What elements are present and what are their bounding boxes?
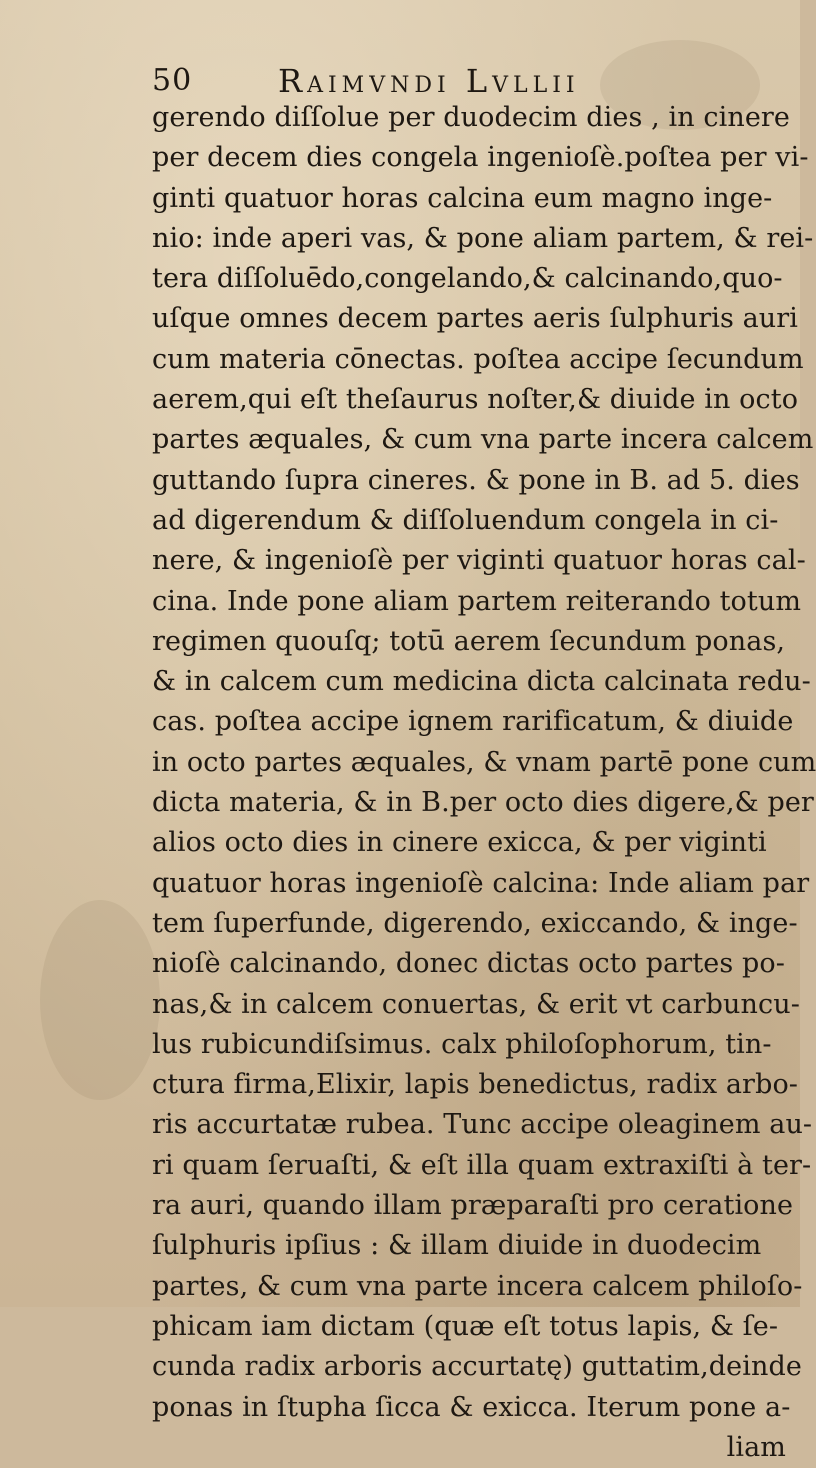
text-line: regimen quouſq; totū aerem ſecundum ponas, xyxy=(152,625,786,657)
text-line: ri quam ſeruaſti, & eſt illa quam extraxiſti à ter- xyxy=(152,1149,812,1181)
text-line: ponas in ſtupha ſicca & exicca. Iterum pone a- xyxy=(152,1391,791,1423)
text-line: liam xyxy=(726,1431,786,1463)
text-line: phicam iam dictam (quæ eſt totus lapis, & ſe- xyxy=(152,1310,779,1342)
text-line: ad digerendum & diſſoluendum congela in ci- xyxy=(152,504,779,536)
text-line: dicta materia, & in B.per octo dies digere,& per xyxy=(152,787,814,819)
text-line: ſulphuris ipſius : & illam diuide in duodecim xyxy=(152,1230,762,1262)
text-line: ginti quatuor horas calcina eum magno inge- xyxy=(152,182,773,214)
body-text xyxy=(152,98,816,1468)
text-line: quatuor horas ingenioſè calcina: Inde aliam par xyxy=(152,867,810,899)
text-line: tera diſſoluēdo,congelando,& calcinando,quo- xyxy=(152,263,783,295)
text-line: ris accurtatæ rubea. Tunc accipe oleaginem au- xyxy=(152,1109,813,1141)
text-line: in octo partes æquales, & vnam partē pone cum xyxy=(152,746,816,778)
text-line: nioſè calcinando, donec dictas octo partes po- xyxy=(152,948,785,980)
text-line: nio: inde aperi vas, & pone aliam partem, & rei- xyxy=(152,222,814,254)
text-line: cina. Inde pone aliam partem reiterando totum xyxy=(152,585,802,617)
text-line: guttando ſupra cineres. & pone in B. ad 5. dies xyxy=(152,464,800,496)
text-line: partes æquales, & cum vna parte incera calcem xyxy=(152,424,814,456)
text-line: ctura firma,Elixir, lapis benedictus, radix arbo- xyxy=(152,1069,799,1101)
text-line: cas. poſtea accipe ignem rarificatum, & diuide xyxy=(152,706,794,738)
text-line: nas,& in calcem conuertas, & erit vt carbuncu- xyxy=(152,988,800,1020)
page-number: 50 xyxy=(152,63,193,98)
text-line: ra auri, quando illam præparaſti pro ceratione xyxy=(152,1190,794,1222)
text-line: partes, & cum vna parte incera calcem philoſo- xyxy=(152,1270,803,1302)
text-line: gerendo diſſolue per duodecim dies , in cinere xyxy=(152,102,791,133)
text-line: per decem dies congela ingenioſè.poſtea per vi- xyxy=(152,142,809,174)
text-line: tem ſuperfunde, digerendo, exiccando, & inge- xyxy=(152,907,798,939)
running-head: Raimvndi Lvllii xyxy=(278,62,580,100)
paper-stain xyxy=(40,900,160,1100)
text-line: alios octo dies in cinere exicca, & per viginti xyxy=(152,827,767,859)
text-line: cunda radix arboris accurtatę) guttatim,deinde xyxy=(152,1351,802,1383)
text-line: cum materia cōnectas. poſtea accipe ſecundum xyxy=(152,343,804,375)
text-line: aerem,qui eſt theſaurus noſter,& diuide in octo xyxy=(152,384,799,416)
text-line: uſque omnes decem partes aeris ſulphuris auri xyxy=(152,303,799,335)
text-line: lus rubicundiſsimus. calx philoſophorum, tin- xyxy=(152,1028,772,1060)
text-line: nere, & ingenioſè per viginti quatuor horas cal- xyxy=(152,545,806,577)
text-line: & in calcem cum medicina dicta calcinata redu- xyxy=(152,666,811,698)
